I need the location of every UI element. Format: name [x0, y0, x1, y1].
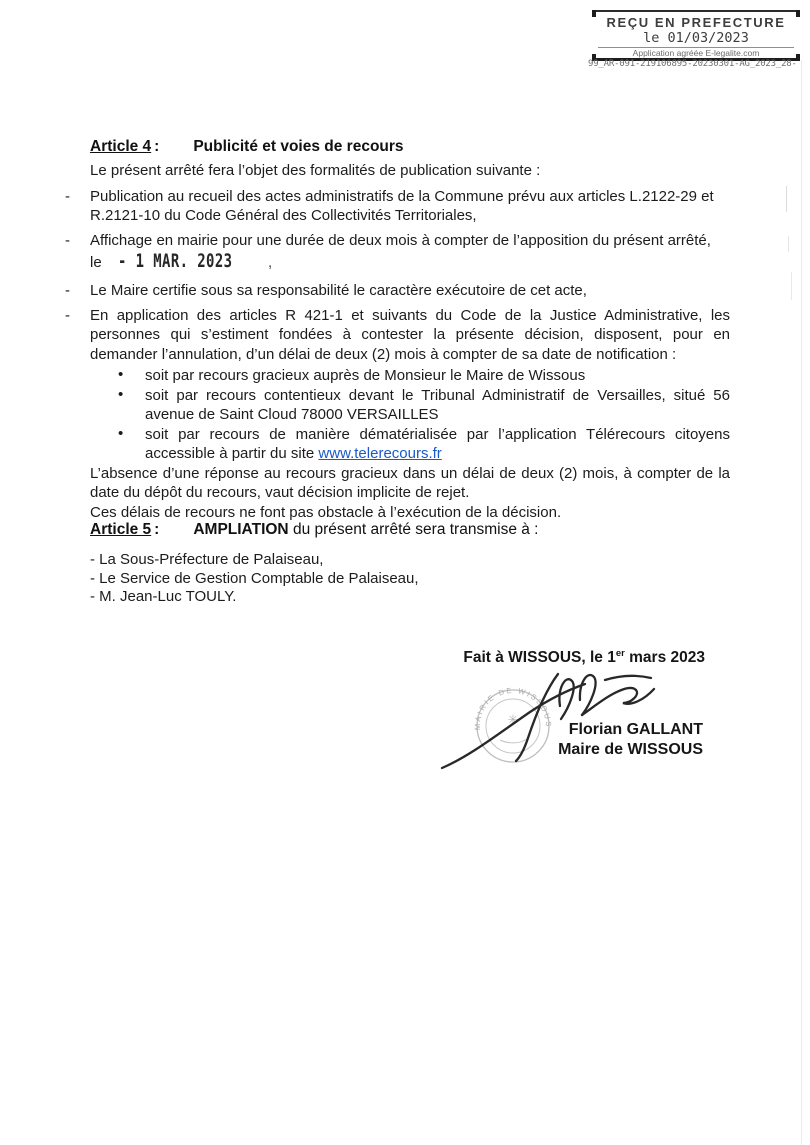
seal-emblem: ✳ — [507, 712, 519, 727]
certification-item-text: Le Maire certifie sous sa responsabilité le caractère exécutoire de cet acte, — [90, 282, 587, 299]
date-stamp: - 1 MAR. 2023 — [118, 250, 233, 273]
svg-text:MAIRIE DE WISSOUS: MAIRIE DE WISSOUS — [472, 685, 554, 731]
scan-artifact — [788, 236, 789, 252]
article5-section — [90, 520, 730, 607]
closing-paragraph-delais: Ces délais de recours ne font pas obstacle à l’exécution de la décision. — [90, 503, 562, 521]
publication-item-text: Publication au recueil des actes administratifs de la Commune prévu aux articles L.2122-29 et R.2121-10 du Code Général des Collectivités Territoriales, — [90, 187, 714, 224]
certification-item — [65, 281, 730, 301]
place-date-prefix: Fait à WISSOUS, le 1 — [463, 649, 616, 667]
scan-artifact — [791, 272, 792, 300]
place-date-suffix: mars 2023 — [624, 649, 705, 667]
dash-marker: - — [65, 282, 70, 299]
prefecture-stamp — [592, 10, 800, 61]
article4-number: Article 4 — [90, 138, 152, 155]
article4-section — [65, 137, 730, 522]
article5-heading — [90, 520, 730, 540]
article4-title: Publicité et voies de recours — [193, 138, 404, 155]
recours-contentieux-option — [90, 386, 730, 425]
bullet-marker: • — [118, 385, 124, 403]
stamp-corner-tick — [796, 10, 800, 17]
ordinal-superscript: er — [615, 648, 625, 659]
article4-heading — [90, 137, 730, 157]
signer-title: Maire de WISSOUS — [558, 741, 703, 758]
affichage-item-text: Affichage en mairie pour une durée de deux mois à compter de l’apposition du présent arrêté, — [90, 231, 711, 249]
dash-marker: - — [65, 187, 70, 205]
scan-edge-artifact — [801, 60, 802, 1145]
article5-text: du présent arrêté sera transmise à : — [288, 521, 539, 538]
ampliation-recipients — [90, 551, 730, 607]
stamp-title: REÇU EN PREFECTURE — [606, 15, 786, 30]
recipient-jean-luc-touly: - M. Jean-Luc TOULY. — [90, 588, 237, 605]
recours-dematerialise-text: soit par recours de manière dématérialisée par l’application Télérecours citoyens accessible à partir du site — [145, 425, 730, 462]
le-word: le — [90, 254, 102, 271]
article5-colon: : — [154, 521, 160, 538]
dash-marker: - — [65, 306, 70, 324]
bullet-marker: • — [118, 424, 124, 442]
trailing-comma: , — [268, 254, 273, 271]
article5-number: Article 5 — [90, 521, 152, 538]
recours-contentieux-text: soit par recours contentieux devant le Tribunal Administratif de Versailles, situé 56 avenue de Saint Cloud 78000 VERSAILLES — [145, 386, 730, 423]
article4-intro: Le présent arrêté fera l’objet des formalités de publication suivante : — [90, 162, 541, 179]
dash-marker: - — [65, 231, 70, 249]
bullet-marker: • — [118, 366, 124, 383]
telerecours-link[interactable]: www.telerecours.fr — [318, 445, 442, 462]
signature-and-seal-graphic — [430, 662, 675, 777]
signer-name: Florian GALLANT — [568, 721, 703, 738]
recours-item — [65, 306, 730, 365]
recours-item-text: En application des articles R 421-1 et suivants du Code de la Justice Administrative, les personnes qui s’estiment fondées à contester la présente décision, disposent, pour en demander l’annulation, d’un délai de deux (2) mois à compter de sa date de notification : — [90, 306, 730, 363]
affichage-item — [65, 231, 730, 277]
scan-artifact — [786, 186, 787, 212]
stamp-date: le 01/03/2023 — [643, 30, 749, 46]
stamp-application-note: Application agréée E-legalite.com — [632, 48, 760, 58]
article4-colon: : — [154, 138, 160, 155]
recours-gracieux-option — [90, 366, 730, 386]
stamp-corner-tick — [592, 10, 596, 17]
article5-emphasis: AMPLIATION — [193, 521, 289, 538]
recours-gracieux-text: soit par recours gracieux auprès de Monsieur le Maire de Wissous — [145, 367, 586, 384]
recipient-service-gestion: - Le Service de Gestion Comptable de Palaiseau, — [90, 569, 419, 587]
affichage-date-line — [90, 252, 730, 276]
acte-reference-number: 99_AR-091-219106895-20230301-AG_2023_28- — [588, 59, 797, 69]
recours-dematerialise-option — [90, 425, 730, 464]
closing-paragraph-absence: L’absence d’une réponse au recours gracieux dans un délai de deux (2) mois, à compter de la date du dépôt du recours, vaut décision implicite de rejet. — [90, 464, 730, 501]
recipient-sous-prefecture: - La Sous-Préfecture de Palaiseau, — [90, 551, 324, 568]
publication-item — [65, 187, 730, 226]
